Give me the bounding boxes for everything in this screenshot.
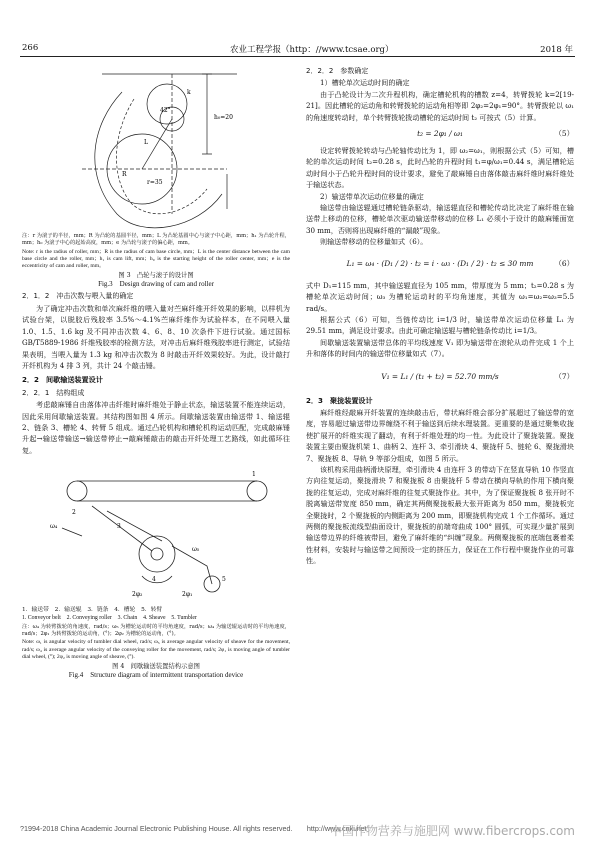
- page-number: 266: [22, 43, 39, 53]
- w4-arrow: [62, 528, 82, 536]
- equation-6-number: （6）: [554, 258, 574, 268]
- label-3: 3: [117, 523, 121, 531]
- fig3-note-cn: 注：r 为滚子的半径，mm；R 为凸轮的基圆半径，mm；L 为凸轮基圆中心与滚子中心距，mm；h₁ 为凸轮升程，mm；h₀ 为滚子中心的起始高度，mm；e 为凸轮与滚子的偏心距，mm。: [22, 233, 290, 247]
- fig3-note-en: Note: r is the radius of roller, mm；R is the radius of cam base circle, mm；L is the center distance between the cam base circle and the roller, mm；h₁ is cam lift, mm；h₀ is the starting height of the roller center, mm；e is the eccentricity of cam and roller, mm。: [22, 248, 290, 270]
- fig4-caption-cn: 图 4 间歇输送装置结构示意图: [112, 663, 200, 671]
- label-4: 4: [152, 576, 156, 584]
- fig4-legend-en: 1. Conveyor belt 2. Conveying roller 3. Chain 4. Sheave 5. Tumbler: [22, 615, 197, 622]
- roller-path-circle: [147, 84, 187, 124]
- equation-5-number: （5）: [554, 129, 574, 139]
- right-paragraph-6: 根据公式（6）可知，当链传动比 i=1/3 时，输送带单次运动位移量 L₁ 为 29.51 mm，满足设计要求。由此可确定输送辊与槽轮链条传动比 i=1/3。: [306, 314, 574, 336]
- equation-5: [306, 125, 574, 143]
- watermark-text: 中国作物营养与施肥网 www.fibercrops.com: [329, 824, 575, 838]
- journal-name: 农业工程学报（http：//www.tcsae.org）: [230, 45, 394, 55]
- left-paragraph-2: 考虑敲麻锤自由落体冲击纤维时麻纤维处于静止状态，输送装置不能连续运动，因此采用间歇输送装置。其结构图如图 4 所示。间歇输送装置由输送带 1、输送辊 2、链条 3、槽轮 4、转臂 5 组成。通过凸轮机构和槽轮机构运动匹配，完成敲麻锤升起→输送带输送→输送带停止→敲麻锤敲击的敲击开纤处理工艺路线，如此循环往复。: [22, 400, 290, 455]
- right-column: [306, 64, 574, 567]
- equation-5-body: t₂ = 2φ₁ / ω₁: [417, 129, 463, 139]
- section-2-1-2: 2．1．2 冲击次数与喂入量的确定: [22, 292, 134, 301]
- page-footer: [20, 824, 575, 838]
- label-2phi2: 2φ₂: [132, 591, 143, 599]
- right-paragraph-1: 由于凸轮设计为二次升程机构，确定槽轮机构的槽数 z=4，转臂拨轮 k=2[19-21]。因此槽轮的运动角和转臂拨轮的运动角相等即 2φ₂=2φ₁=90°。转臂拨轮以 ω₁ 的角速度转动时，单个转臂拨轮拨动槽轮的运动时间 t₂ 可按式（5）计算。: [306, 89, 574, 122]
- right-paragraph-3: 输送带由输送辊通过槽轮链条驱动，输送辊直径和槽轮传动比决定了麻纤维在输送带上移动的位移，槽轮单次驱动输送带移动的位移 L₁ 必须小于设计的敲麻锤面宽 30 mm，否则将出现麻纤维的“漏敲”现象。: [306, 203, 574, 235]
- section-2-2-2: 2．2．2 参数确定: [306, 67, 369, 75]
- journal-year: 2018 年: [540, 45, 573, 55]
- label-1: 1: [252, 471, 256, 479]
- label-42deg: 42°: [160, 107, 171, 114]
- chain-lines: [92, 506, 162, 551]
- equation-6-body: L₁ = ω₄ · (D₁ / 2) · t₂ = i · ω₃ · (D₁ / 2) · t₂ ≤ 30 mm: [346, 258, 534, 268]
- label-w4: ω₄: [50, 523, 58, 531]
- page-header: [20, 42, 575, 57]
- right-paragraph-7: 间歇输送装置输送带总体的平均线速度 V₁ 即为输送带在滚轮从动件完成 1 个上升和落体的时间内的输送带位移量如式（7）。: [306, 337, 574, 359]
- section-2-2: 2．2 间歇输送装置设计: [22, 375, 103, 385]
- subsection-2: 2）输送带单次运动位移量的确定: [320, 191, 424, 201]
- section-2-3: 2．3 聚拢装置设计: [306, 395, 373, 405]
- sheave-hub: [151, 548, 163, 560]
- fig4-caption-en: Fig.4 Structure diagram of intermittent transportation device: [68, 671, 244, 680]
- left-paragraph-1: 为了确定冲击次数和单次麻纤维的喂入量对苎麻纤维开纤效果的影响，以样机为试验台架，以脱胶后残胶率 3.5%～4.1%苎麻纤维作为试验样本，在不同喂入量 1.0、1.5、1.6 kg 及不同冲击次数 4、6、8、10 次条件下进行试验。通过国标 GB/T5889-1986 纤维残胶率的检测方法，对冲击后麻纤维残胶率进行测定，试验结果表明，当喂入量为 1.3 kg 和冲击次数为 8 时敲击开纤效果较好。为此，设计敲打开纤机构为 4 排 3 列，共计 24 个敲击锤。: [22, 303, 290, 370]
- figure-4: [22, 456, 290, 606]
- label-2phi1: 2φ₁: [182, 591, 193, 599]
- label-h0: h₀=20: [214, 114, 233, 121]
- label-5: 5: [222, 576, 226, 584]
- angle-arc: [142, 576, 172, 583]
- left-column: [22, 64, 290, 680]
- equation-6: [306, 250, 574, 278]
- right-paragraph-4: 则输送带移动的位移量如式（6）。: [320, 237, 428, 247]
- label-w5: ω₅: [192, 546, 200, 554]
- cam-profile: [95, 92, 222, 228]
- transport-device-diagram: [22, 456, 290, 606]
- equation-7-body: V₁ = L₁ / (t₁ + t₂) = 52.70 mm/s: [381, 371, 499, 381]
- label-R: R: [122, 171, 127, 178]
- label-2: 2: [72, 509, 76, 517]
- cam-roller-diagram: [22, 64, 290, 232]
- equation-7-number: （7）: [554, 371, 574, 381]
- label-r: r=35: [147, 179, 163, 186]
- roller-left: [67, 481, 87, 501]
- sheave: [139, 536, 175, 572]
- copyright-text: ?1994-2018 China Academic Journal Electronic Publishing House. All rights reserved. http://www.cnki.net: [20, 824, 367, 833]
- section-2-2-1: 2．2．1 结构组成: [22, 388, 85, 397]
- fig3-caption-en: Fig.3 Design drawing of cam and roller: [98, 280, 214, 289]
- right-paragraph-8: 麻纤维经敲麻开纤装置的连续敲击后，带状麻纤维会部分扩展超过了输送带的宽度，容易超过输送带边界缠绕不利于输送到后续水理装置。更重要的是通过聚集收拢使扩展开的纤维实现了翻动，有利于纤维处理的均一性。为此设计了聚拢装置。聚拢装置主要由聚拢机架 1、曲柄 2、连杆 3、牵引滑块 4、聚拢杆 5、链轮 6、聚拢滑块 7、聚拢板 8、导轨 9 等部分组成，如图 5 所示。: [306, 407, 574, 463]
- fig4-note-en: Note: ω₁ is angular velocity of tumbler dial wheel, rad/s; ω₅ is average angular velocity of sheave for the movement, rad/s; ω₄ is average angular velocity of the conveying roller for the movement, rad/s; 2φ₁ is moving angle of tumbler dial wheel, (°); 2φ₂ is moving angle of sheave, (°).: [22, 639, 290, 660]
- label-k: k: [187, 89, 191, 96]
- right-paragraph-2: 设定转臂拨轮转动与凸轮轴传动比为 1，即 ω₂=ω₁，则根据公式（5）可知，槽轮的单次运动时间 t₂=0.28 s，此时凸轮的升程时间 t₁=φ/ω₁=0.44 s，满足槽轮运动时间小于凸轮升程时间的设计要求，避免了敲麻锤自由落体敲击麻纤维时麻纤维处于输送状态。: [306, 146, 574, 190]
- subsection-1: 1）槽轮单次运动时间的确定: [320, 78, 410, 88]
- right-paragraph-9: 该机构采用曲柄滑块原理，牵引滑块 4 由连杆 3 的带动下在竖直导轨 10 作竖直方向往复运动，聚拢滑块 7 和聚拢板 8 由聚拢杆 5 带动在横向导轨的作用下横向聚拢的往复运动，完成对麻纤维的往复式聚拢作业。其中，为了保证聚拢板 8 张开时不脱离输送带宽度 850 mm，确定其两侧聚拢板最大张开距离为 850 mm，聚拢板完全聚拢时，2 个聚拢板的内侧距离为 200 mm，即聚拢机构完成 1 个工作循环。通过两侧的聚拢板流线型曲面设计，聚拢板的前端弯曲成 100° 圆弧，可实现少量扩展到输送带边界的纤维被带回，避免了麻纤维的“纠缠”现象。两侧聚拢板的底端包裹着柔性材料，安装时与输送带之间预设一定的挤压力，保证在工作行程中聚拢作业的可靠性。: [306, 464, 574, 566]
- cam-inner-profile: [116, 99, 207, 214]
- fig4-note-cn: 注：ω₄ 为转臂拨轮的角速度，rad/s；ω₅ 为槽轮运动时的平均角速度，rad/s；ω₄ 为输送辊运动时的平均角速度，rad/s；2φ₁ 为转臂拨轮的运动角，(°)；2φ₂ 为槽轮的运动角，(°)。: [22, 623, 290, 638]
- fig4-legend-cn: 1．输送带 2．输送辊 3．链条 4．槽轮 5．转臂: [22, 607, 163, 614]
- right-paragraph-5: 式中 D₁=115 mm，其中输送辊直径为 105 mm，带厚度为 5 mm；t₂=0.28 s 为槽轮单次运动时间；ω₃ 为槽轮运动时的平均角速度，其值为 ω₁=ω₂=ω₃=5.5 rad/s。: [306, 280, 574, 313]
- label-L: L: [144, 139, 148, 146]
- equation-7: [306, 362, 574, 392]
- fig3-caption-cn: 图 3 凸轮与滚子的设计图: [118, 272, 194, 280]
- roller-right: [247, 481, 267, 501]
- figure-3: [22, 64, 290, 232]
